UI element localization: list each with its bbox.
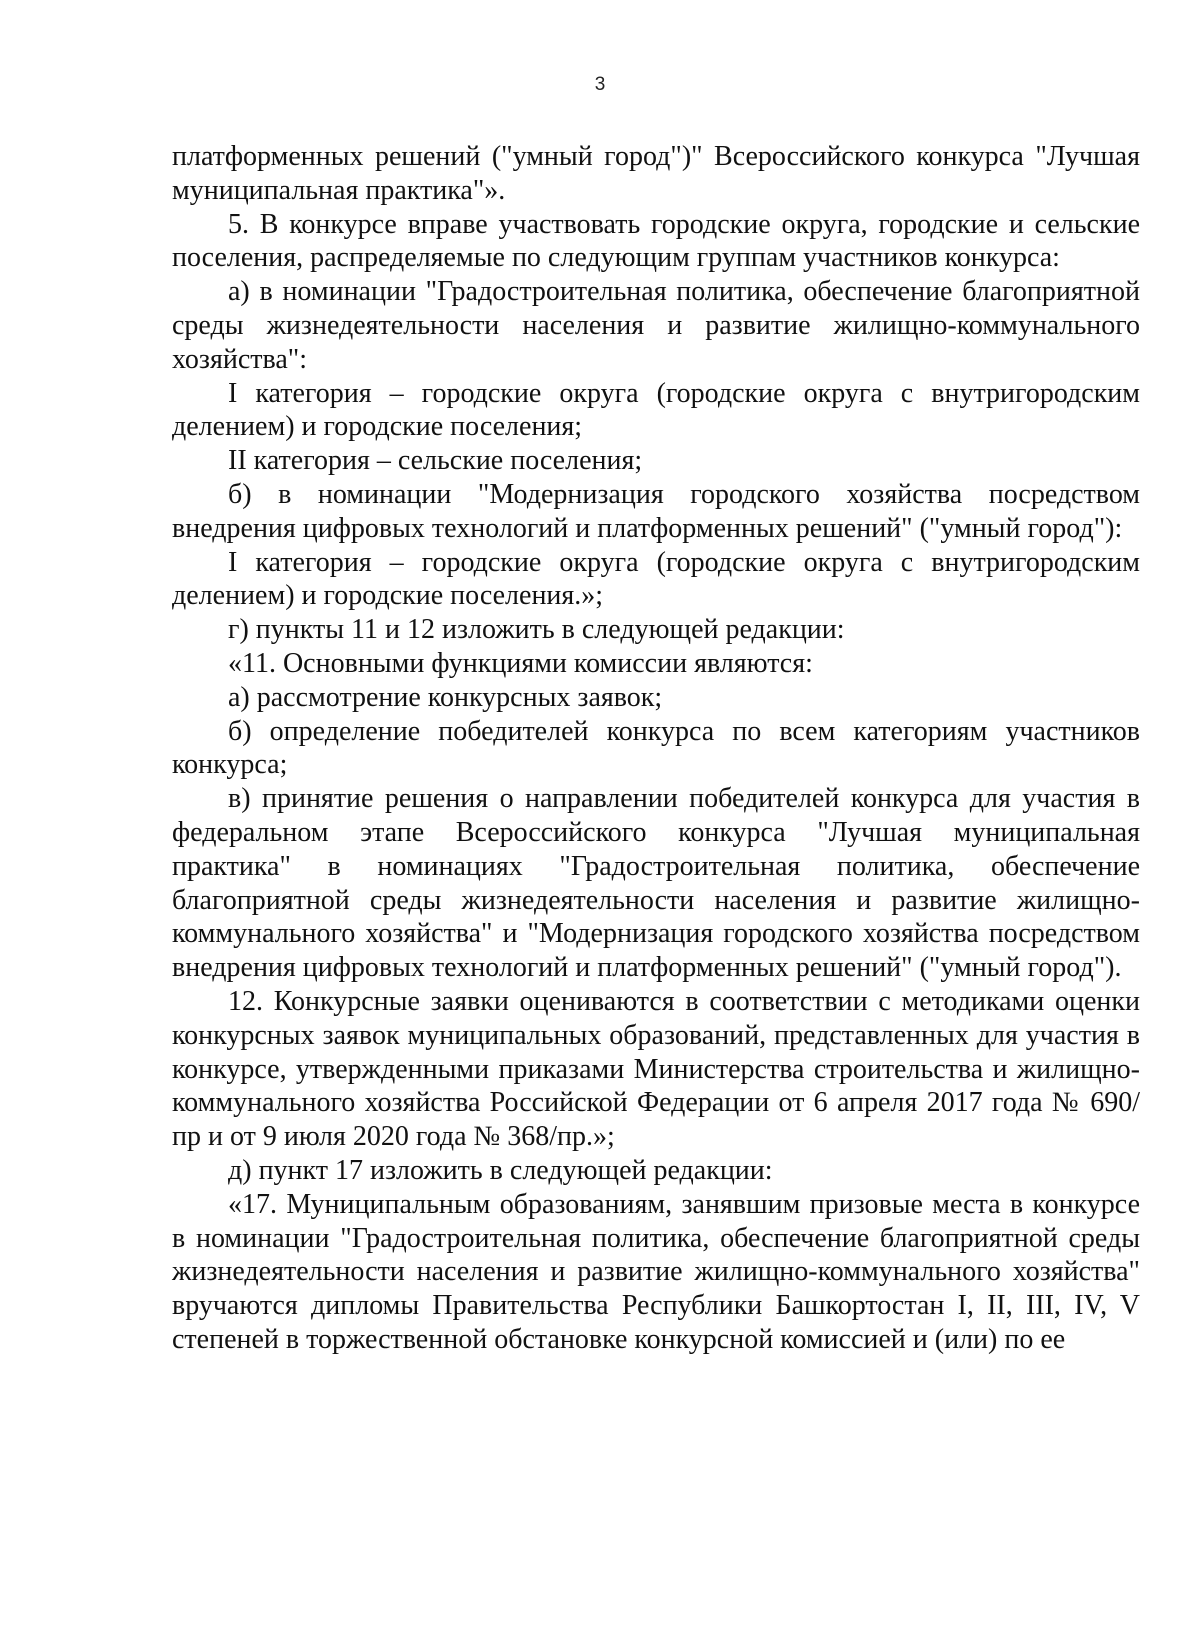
paragraph-item-12: 12. Конкурсные заявки оцениваются в соответствии с методиками оценки конкурсных заявок муниципальных образований, представленных для участия в конкурсе, утвержденными приказами Министерства строительства и жилищно-коммунального хозяйства Российской Федерации от 6 апреля 2017 года № 690/пр и от 9 июля 2020 года № 368/пр.»; <box>172 985 1140 1153</box>
paragraph-nomination-a: а) в номинации "Градостроительная политика, обеспечение благоприятной среды жизнедеятельности населения и развитие жилищно-коммунального хозяйства": <box>172 276 1140 375</box>
paragraph-amendment-d: д) пункт 17 изложить в следующей редакции: <box>228 1154 773 1186</box>
paragraph-item-5: 5. В конкурсе вправе участвовать городские округа, городские и сельские поселения, распределяемые по следующим группам участников конкурса: <box>172 208 1140 274</box>
paragraph-amendment-g: г) пункты 11 и 12 изложить в следующей редакции: <box>228 614 845 646</box>
paragraph-item-17: «17. Муниципальным образованиям, занявшим призовые места в конкурсе в номинации "Градостроительная политика, обеспечение благоприятной среды жизнедеятельности населения и развитие жилищно-коммунального хозяйства" вручаются дипломы Правительства Республики Башкортостан I, II, III, IV, V степеней в торжественной обстановке конкурсной комиссией и (или) по ее <box>172 1188 1140 1355</box>
paragraph-item-11: «11. Основными функциями комиссии являются: <box>228 647 813 679</box>
paragraph-category-1-b: I категория – городские округа (городские округа с внутригородским делением) и городские поселения.»; <box>172 546 1140 612</box>
paragraph-category-2-a: II категория – сельские поселения; <box>228 445 643 477</box>
paragraph-item-11-b: б) определение победителей конкурса по всем категориям участников конкурса; <box>172 715 1140 781</box>
paragraph-item-11-v: в) принятие решения о направлении победителей конкурса для участия в федеральном этапе Всероссийского конкурса "Лучшая муниципальная практика" в номинациях "Градостроительная политика, обеспечение благоприятной среды жизнедеятельности населения и развитие жилищно-коммунального хозяйства" и "Модернизация городского хозяйства посредством внедрения цифровых технологий и платформенных решений" ("умный город"). <box>172 783 1140 984</box>
paragraph-continuation: платформенных решений ("умный город")" Всероссийского конкурса "Лучшая муниципальная практика"». <box>172 141 1140 206</box>
paragraph-item-11-a: а) рассмотрение конкурсных заявок; <box>228 681 663 713</box>
page-number: 3 <box>594 74 606 95</box>
paragraph-category-1-a: I категория – городские округа (городские округа с внутригородским делением) и городские поселения; <box>172 377 1140 443</box>
paragraph-nomination-b: б) в номинации "Модернизация городского хозяйства посредством внедрения цифровых технологий и платформенных решений" ("умный город"): <box>172 478 1140 544</box>
